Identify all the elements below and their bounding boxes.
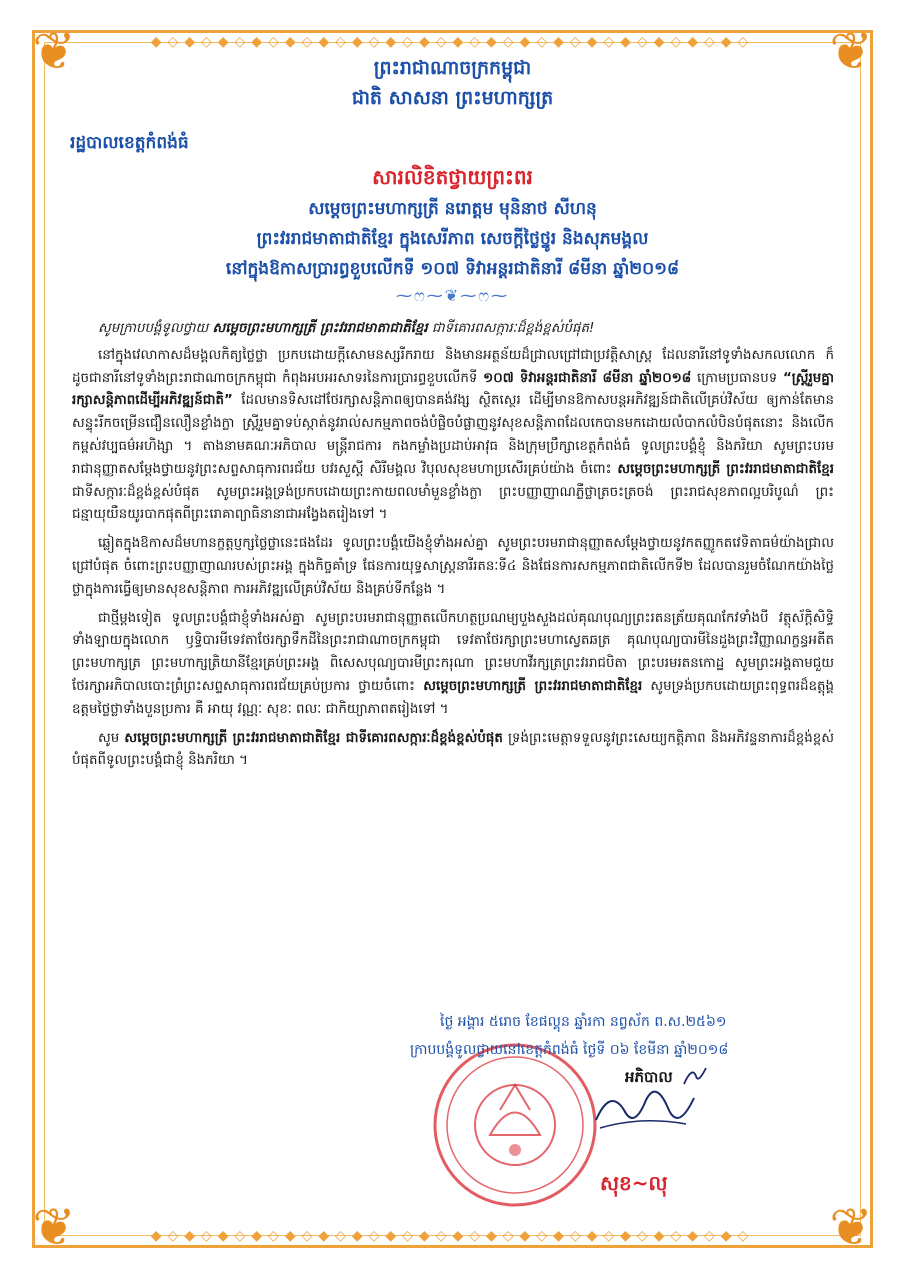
kingdom-heading: ព្រះរាជាណាចក្រកម្ពុជា — [373, 57, 532, 79]
paragraph: នៅក្នុងវេលាកាសដ៏មង្គលកិត្យថ្លៃថ្លា ប្រកបដោយក្តីសោមនស្សរីករាយ និងមានអត្ថន័យដ៏ជ្រាលជ្រៅជាប្រវត្តិសាស្ត្រ ដែលនារីនៅទូទាំងសកលលោក ក៏ដូចជានារីនៅទូទាំងព្រះរាជាណាចក្រកម្ពុជា កំពុងអបអរសាទរនៃការប្រារព្ធខួបលើកទី ១០៧ ទិវាអន្តរជាតិនារី ៨មីនា ឆ្នាំ២០១៨ ក្រោមប្រធានបទ “ស្ត្រីរួមគ្នារក្សាសន្តិភាពដើម្បីអភិវឌ្ឍន៍ជាតិ” ដែលមានទិសដៅថែរក្សាសន្តិភាពឲ្យបានគង់វង្ស ស្ថិតស្ថេរ ដើម្បីមានឱកាសបន្តអភិវឌ្ឍន៍ជាតិលើគ្រប់វិស័យ ឲ្យកាន់តែមានសន្ទុះរីកចម្រើនជឿនលឿនខ្លាំងក្លា ស្ត្រីរួមគ្នាទប់ស្កាត់នូវរាល់សកម្មភាពចង់បំផ្លិចបំផ្លាញនូវសុខសន្តិភាពដែលកេបានមកដោយលំបាកលំបិនបំផុតនោះ និងលើកកម្ពស់វប្បធម៌អហិង្សា ។ តាងនាមគណៈអភិបាល មន្ត្រីរាជការ កងកម្លាំងប្រដាប់អាវុធ និងក្រុមប្រឹក្សាខេត្តកំពង់ធំ ទូលព្រះបង្គំខ្ញុំ និងភរិយា សូមព្រះបរមរាជានុញ្ញាតសម្តែងថ្វាយនូវព្រះសព្ទសាធុការពរជ័យ បវរសួស្តី សិរីមង្គល វិបុលសុខមហាប្រសើរគ្រប់យ៉ាង ចំពោះ សម្តេចព្រះមហាក្សត្រី ព្រះវររាជមាតាជាតិខ្មែរ ជាទីសក្ការៈដ៏ខ្ពង់ខ្ពស់បំផុត សូមព្រះអង្គទ្រង់ប្រកបដោយព្រះកាយពលមាំមួនខ្លាំងក្លា ព្រះបញ្ញាញាណភ្លឺថ្លាត្រចះត្រចង់ ព្រះរាជសុខភាពល្អបរិបូណ៌ ព្រះជន្មាយុយឺនយូរបាកផុតពីព្រះរោគាព្យាធិនានាជាអង្វែងតរៀងទៅ ។ — [72, 347, 834, 523]
letter-title: សារលិខិតថ្វាយព្រះពរ — [372, 165, 533, 189]
border-ornament-icon: ◆◇◆◇◆◇◆◇◆◇◆◇◆◇◆◇◆◇◆◇◆◇◆◇◆◇◆◇◆◇◆◇◆◇◆◇ — [150, 34, 755, 50]
letter-subtitle: សម្តេចព្រះមហាក្សត្រី នរោត្តម មុនិនាថ សីហនុ — [308, 199, 597, 219]
salutation: សូមក្រាបបង្គំទូលថ្វាយ សម្តេចព្រះមហាក្សត្រី ព្រះវររាជមាតាជាតិខ្មែរ ជាទីគោរពសក្ការៈដ៏ខ្ពង់ខ្ពស់បំផុត! — [98, 321, 595, 336]
corner-ornament-icon: ❦ — [829, 22, 873, 82]
signer-title: អភិបាល — [625, 1068, 673, 1086]
letter-subtitle: នៅក្នុងឱកាសប្រារព្ធខួបលើកទី ១០៧ ទិវាអន្តរជាតិនារី ៨មីនា ឆ្នាំ២០១៨ — [225, 259, 680, 279]
paragraph: សូម សម្តេចព្រះមហាក្សត្រី ព្រះវររាជមាតាជាតិខ្មែរ ជាទីគោរពសក្ការៈដ៏ខ្ពង់ខ្ពស់បំផុត ទ្រង់ព្រះមេត្តាទទួលនូវព្រះសេយ្យកត្តិភាព និងអភិវន្ទនាការដ៏ខ្ពង់ខ្ពស់បំផុតពីទូលព្រះបង្គំជាខ្ញុំ និងភរិយា ។ — [72, 730, 835, 769]
official-seal-icon — [430, 1040, 600, 1210]
lunar-date: ថ្ងៃ អង្គារ ៥រោច ខែផល្គុន ឆ្នាំរកា នព្វស័ក ព.ស.២៥៦១ — [440, 1014, 727, 1030]
paragraph: ឆ្លៀតក្នុងឱកាសដ៏មហានក្ខត្តប្ញក្សថ្លៃថ្លានេះផងដែរ ទូលព្រះបង្គំយើងខ្ញុំទាំងអស់គ្នា សូមព្រះបរមរាជានុញ្ញាតសម្តែងថ្វាយនូវកតញ្ញូកតវេទិតាធម៌យ៉ាងជ្រាលជ្រៅបំផុត ចំពោះព្រះបញ្ញាញាណរបស់ព្រះអង្គ ក្នុងកិច្ចគាំទ្រ ផែនការយុទ្ធសាស្ត្រនារីរតនៈទី៤ និងផែនការសកម្មភាពជាតិលើកទី២ ដែលបានរួមចំណែកយ៉ាងថ្លៃថ្លាក្នុងការធ្វើឲ្យមានសុខសន្តិភាព ការអភិវឌ្ឍលើគ្រប់វិស័យ និងគ្រប់ទីកន្លែង ។ — [72, 536, 834, 597]
border-ornament-icon: ◆◇◆◇◆◇◆◇◆◇◆◇◆◇◆◇◆◇◆◇◆◇◆◇◆◇◆◇◆◇◆◇◆◇◆◇ — [150, 1228, 755, 1244]
signature-icon — [590, 1080, 700, 1140]
national-motto: ជាតិ សាសនា ព្រះមហាក្សត្រ — [351, 87, 554, 109]
letter-body — [72, 318, 834, 779]
corner-ornament-icon: ❦ — [829, 1198, 873, 1258]
solar-date: ក្រាបបង្គំទូលថ្វាយនៅខេត្តកំពង់ធំ ថ្ងៃទី ០៦ ខែមីនា ឆ្នាំ២០១៨ — [410, 1042, 729, 1058]
corner-ornament-icon: ❦ — [32, 22, 76, 82]
paragraph: ជាថ្មីម្តងទៀត ទូលព្រះបង្គំជាខ្ញុំទាំងអស់គ្នា សូមព្រះបរមរាជានុញ្ញាតលើកហត្ថប្រណម្យបួងសួងដល់គុណបុណ្យព្រះរតនត្រ័យគុណកែវទាំងបី វត្ថុស័ក្តិសិទ្ធិទាំងឡាយក្នុងលោក ឫទ្ធិបារមីទេវតាថែរក្សាទឹកដីនៃព្រះរាជាណាចក្រកម្ពុជា ទេវតាថែរក្សាព្រះមហាស្វេតឆត្រ គុណបុណ្យបារមីនៃដួងព្រះវិញ្ញាណក្ខន្ធអតីតព្រះមហាក្សត្រ ព្រះមហាក្សត្រិយានីខ្មែរគ្រប់ព្រះអង្គ ពិសេសបុណ្យបារមីព្រះករុណា ព្រះមហាវីរក្សត្រព្រះវររាជបិតា ព្រះបរមរតនកោដ្ឋ សូមព្រះអង្គតាមជួយថែរក្សាអភិបាលបោះព្រំព្រះសព្ទសាធុការពរជ័យគ្រប់ប្រការ ថ្វាយចំពោះ សម្តេចព្រះមហាក្សត្រី ព្រះវររាជមាតាជាតិខ្មែរ សូមទ្រង់ប្រកបដោយព្រះពុទ្ធពរដ៏ឧត្តុង្គឧត្តមថ្លៃថ្លាទាំងបួនប្រការ គឺ អាយុ វណ្ណៈ សុខៈ ពលៈ ជាកិយ្យាភាពតរៀងទៅ ។ — [72, 610, 834, 717]
signer-name: សុខ~លុ — [600, 1171, 668, 1195]
letter-subtitle: ព្រះវររាជមាតាជាតិខ្មែរ ក្នុងសេរីភាព សេចក្តីថ្លៃថ្នូរ និងសុភមង្គល — [256, 229, 649, 249]
corner-ornament-icon: ❦ — [32, 1198, 76, 1258]
flourish-ornament-icon: ⁓ෆ⁓❦⁓ෆ⁓ — [395, 286, 510, 305]
administration-name: រដ្ឋបាលខេត្តកំពង់ធំ — [70, 133, 189, 153]
